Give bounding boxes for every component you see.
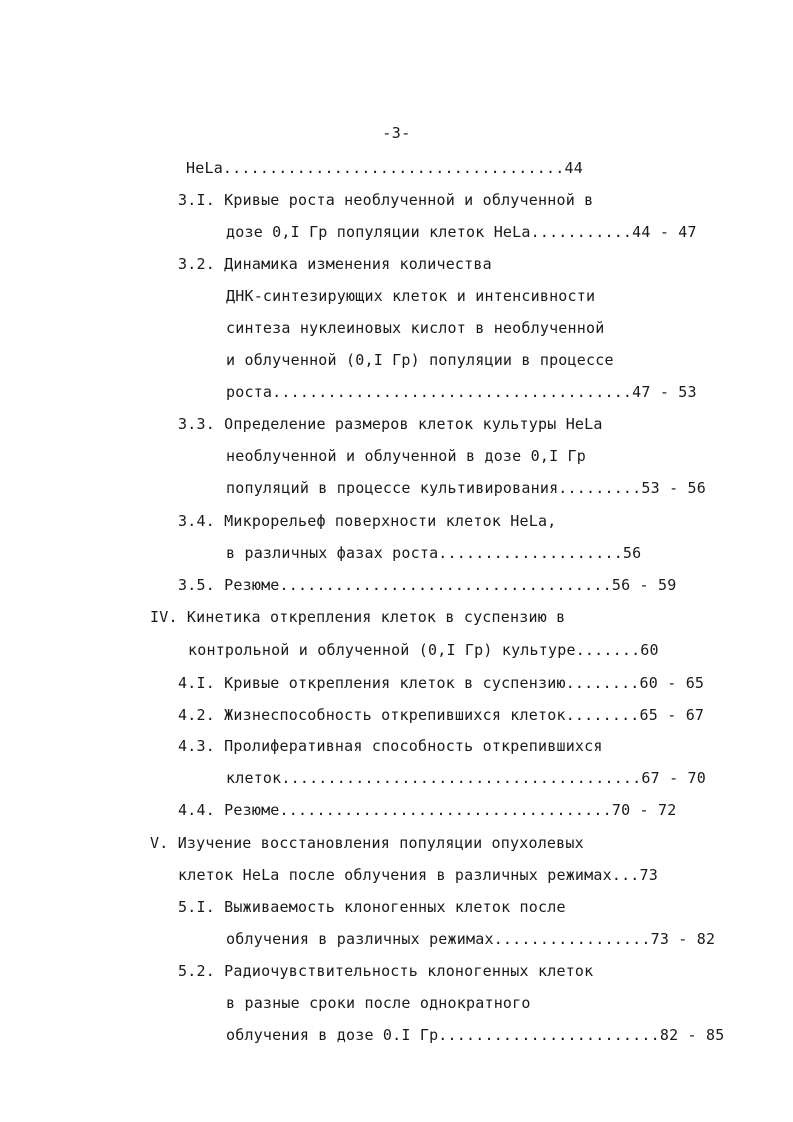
toc-line-3-2-cont-3: и облученной (0,I Гр) популяции в процессе [226, 351, 614, 369]
toc-line-3-1: 3.I. Кривые роста необлученной и облученной в [178, 191, 594, 209]
toc-line-iv: IV. Кинетика открепления клеток в суспензию в [150, 608, 566, 626]
toc-line-3-3-cont-2: популяций в процессе культивирования.........53 - 56 [226, 479, 706, 497]
toc-line-4-3-cont: клеток.......................................67 - 70 [226, 769, 706, 787]
toc-line-5-1-cont: облучения в различных режимах.................73 - 82 [226, 930, 716, 948]
toc-line-v: V. Изучение восстановления популяции опухолевых [150, 834, 584, 852]
toc-line-3-4: 3.4. Микрорельеф поверхности клеток HeLa, [178, 512, 557, 530]
toc-line-3-1-cont: дозе 0,I Гр популяции клеток HeLa...........44 - 47 [226, 223, 697, 241]
toc-line-5-2-cont-1: в разные сроки после однократного [226, 994, 531, 1012]
page-number: -3- [382, 124, 411, 142]
toc-line-5-2-cont-2: облучения в дозе 0.I Гр........................82 - 85 [226, 1026, 725, 1044]
toc-line-3-2: 3.2. Динамика изменения количества [178, 255, 492, 273]
toc-line-3-3-cont-1: необлученной и облученной в дозе 0,I Гр [226, 447, 586, 465]
toc-line-4-4: 4.4. Резюме....................................70 - 72 [178, 801, 677, 819]
toc-line-5-2: 5.2. Радиочувствительность клоногенных клеток [178, 962, 594, 980]
toc-line-5-1: 5.I. Выживаемость клоногенных клеток после [178, 898, 566, 916]
toc-line-3-2-cont-1: ДНК-синтезирующих клеток и интенсивности [226, 287, 596, 305]
toc-line-3-4-cont: в различных фазах роста....................56 [226, 544, 642, 562]
toc-line-4-1: 4.I. Кривые открепления клеток в суспензию........60 - 65 [178, 674, 705, 692]
toc-line-v-cont: клеток HeLa после облучения в различных режимах...73 [178, 866, 658, 884]
toc-line-3-5: 3.5. Резюме....................................56 - 59 [178, 576, 677, 594]
toc-line-iv-cont: контрольной и облученной (0,I Гр) культуре.......60 [188, 641, 659, 659]
toc-line-hela: HeLa.....................................44 [186, 159, 583, 177]
toc-line-3-2-cont-4: роста.......................................47 - 53 [226, 383, 697, 401]
toc-line-3-2-cont-2: синтеза нуклеиновых кислот в необлученной [226, 319, 605, 337]
toc-line-4-2: 4.2. Жизнеспособность открепившихся клеток........65 - 67 [178, 706, 705, 724]
toc-line-4-3: 4.3. Пролиферативная способность открепившихся [178, 737, 603, 755]
toc-line-3-3: 3.3. Определение размеров клеток культуры HeLa [178, 415, 603, 433]
